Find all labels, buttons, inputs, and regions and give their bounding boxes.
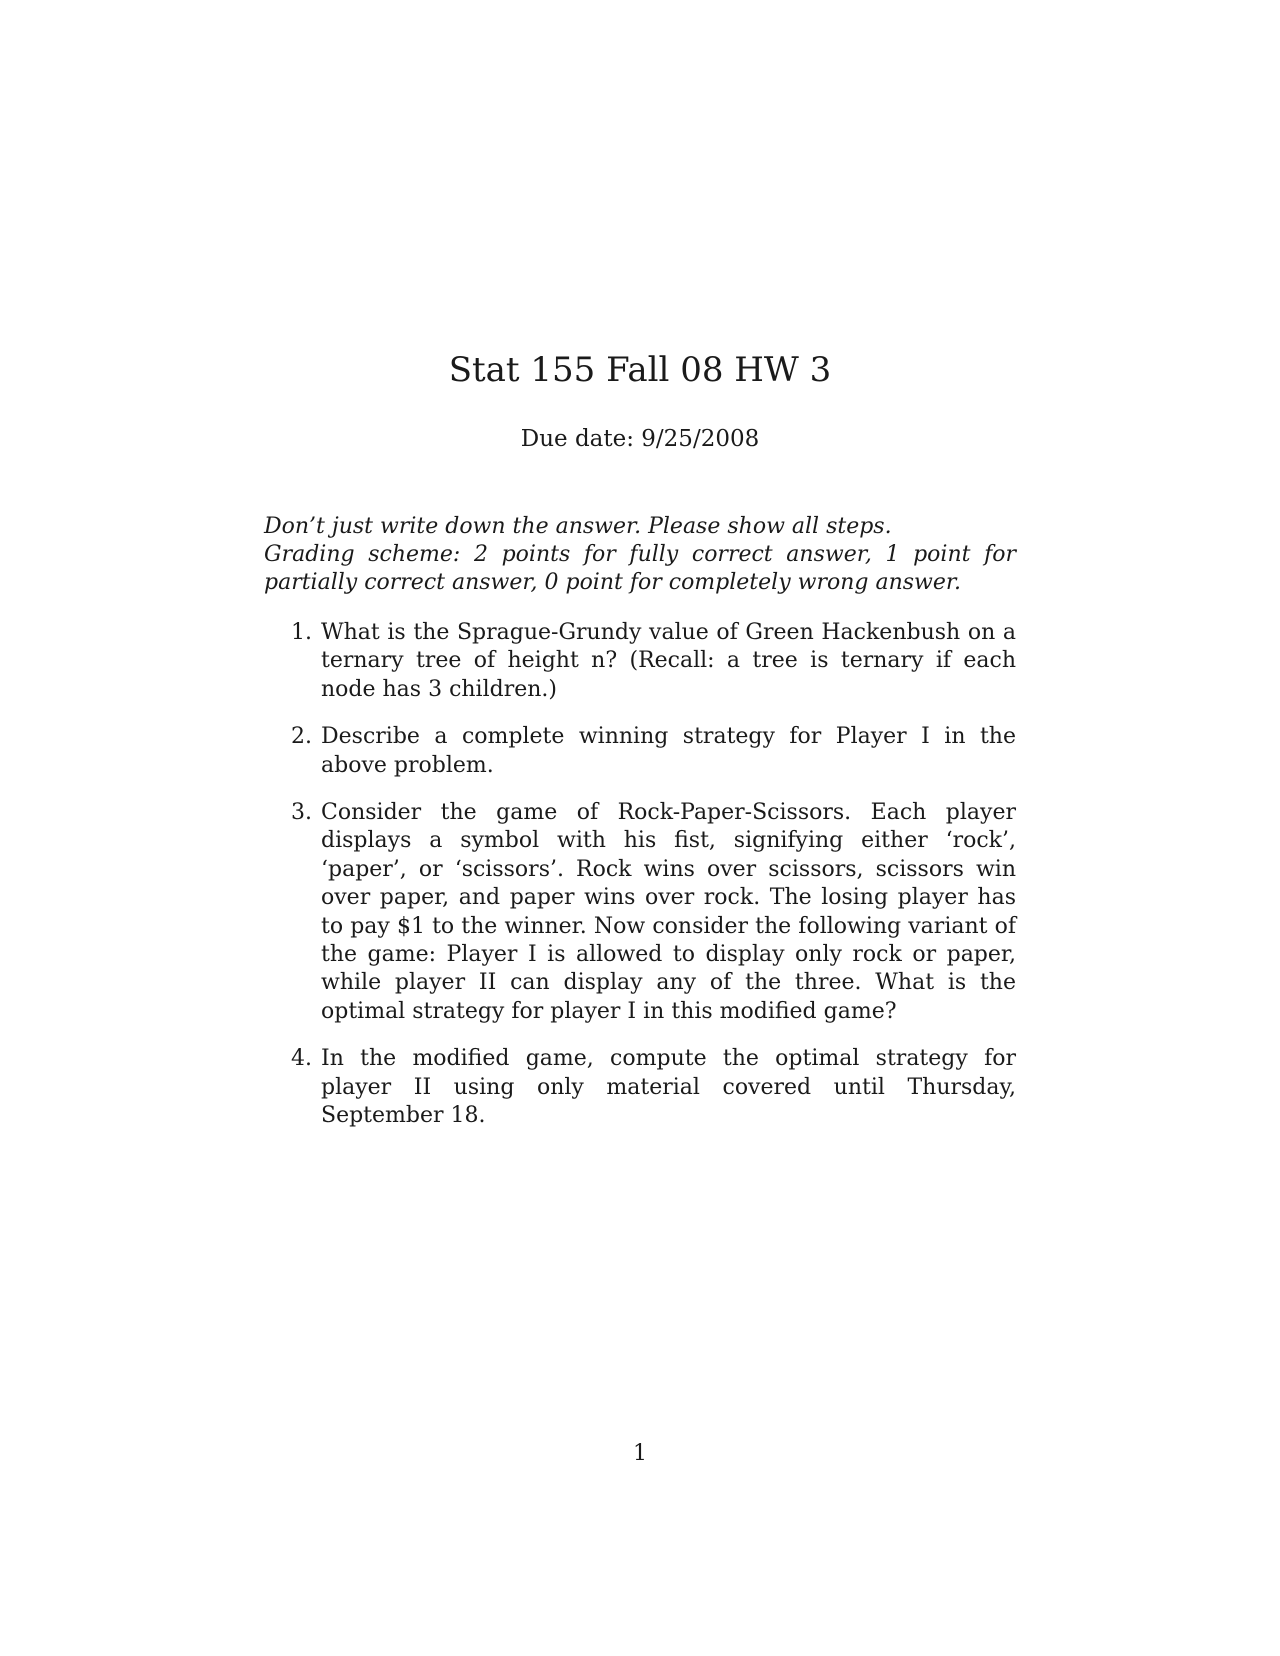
grading-scheme: Grading scheme: 2 points for fully correct answer, 1 point for partially correct answer, 0 point for completely wrong answer. (264, 542, 1016, 595)
page-number: 1 (633, 1441, 647, 1466)
problem-text: Describe a complete winning strategy for Player I in the above problem. (321, 724, 1016, 778)
problem-item (264, 723, 1016, 780)
problem-list (264, 619, 1016, 1150)
problem-text: In the modified game, compute the optimal strategy for player II using only material covered until Thursday, September 18. (321, 1046, 1016, 1129)
instruction-line: Don’t just write down the answer. Please show all steps. (264, 514, 892, 539)
problem-text: What is the Sprague-Grundy value of Green Hackenbush on a ternary tree of height n? (Recall: a tree is ternary if each node has 3 children.) (321, 620, 1016, 702)
problem-item (264, 619, 1016, 704)
page-title: Stat 155 Fall 08 HW 3 (448, 350, 832, 390)
problem-text: Consider the game of Rock-Paper-Scissors. Each player displays a symbol with his fist, signifying either ‘rock’, ‘paper’, or ‘scissors’. Rock wins over scissors, scissors win over paper, and paper wins over rock. The losing player has to pay $1 to the winner. Now consider the following variant of the game: Player I is allowed to display only rock or paper, while player II can display any of the three. What is the optimal strategy for player I in this modified game? (321, 800, 1016, 1024)
instructions (264, 513, 1016, 597)
problem-item (264, 799, 1016, 1026)
problem-number: 1. (291, 620, 312, 645)
problem-item (264, 1045, 1016, 1130)
problem-number: 2. (291, 724, 312, 750)
problem-number: 4. (291, 1046, 312, 1072)
problem-number: 3. (291, 800, 312, 826)
due-date: Due date: 9/25/2008 (520, 426, 760, 452)
